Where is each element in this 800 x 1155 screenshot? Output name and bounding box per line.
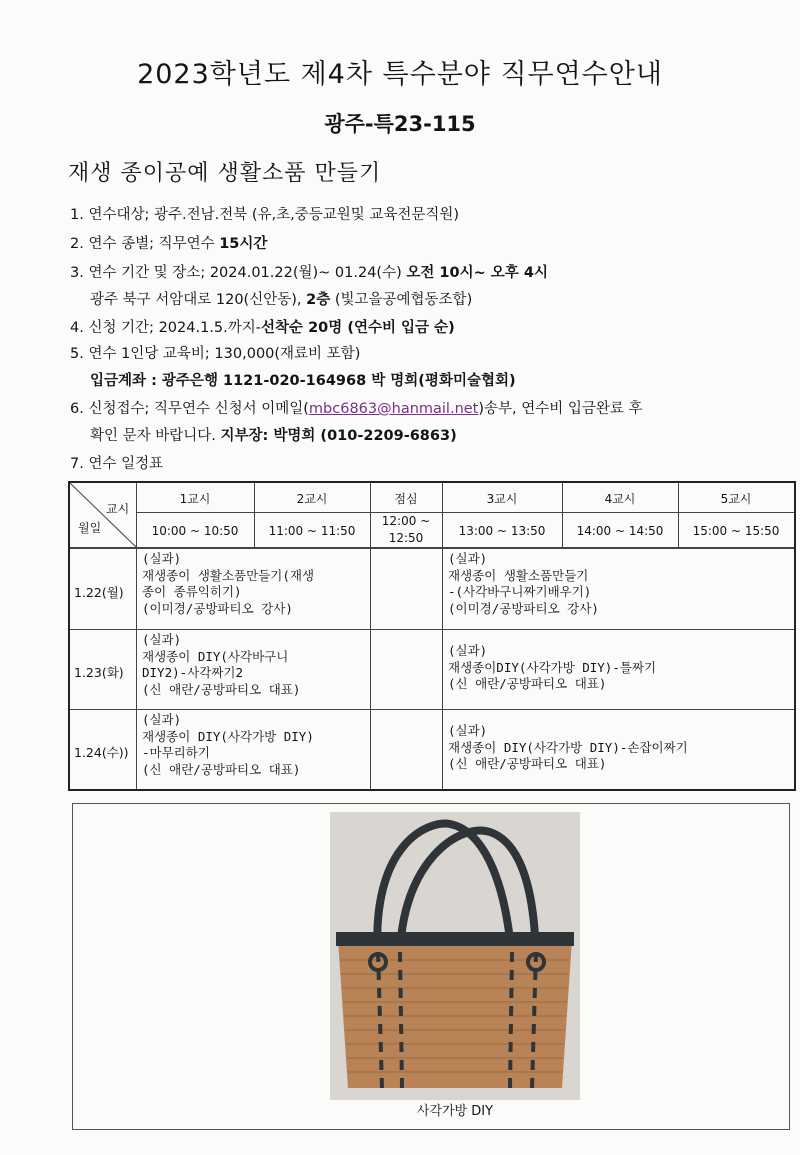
lunch-time-end: 12:50 — [388, 531, 424, 545]
item-apply-period — [70, 316, 455, 337]
item-place-text: 광주 북구 서암대로 120(신안동), — [90, 292, 307, 308]
pm-line: (실과) — [448, 723, 488, 738]
contact-phone: 지부장: 박명희 (010-2209-6863) — [220, 428, 457, 444]
item-fee: 5. 연수 1인당 교육비; 130,000(재료비 포함) — [70, 346, 361, 362]
period-time: 15:00 ~ 15:50 — [692, 524, 780, 538]
period-time: 11:00 ~ 11:50 — [268, 524, 356, 538]
row-am-content — [142, 551, 314, 617]
item-contact-text: 확인 문자 바랍니다. — [90, 428, 221, 444]
item-bank-account — [90, 369, 516, 390]
period-label: 3교시 — [486, 492, 518, 506]
corner-period-label: 교시 — [106, 502, 130, 516]
row-pm-content — [448, 723, 688, 773]
period-time: 14:00 ~ 14:50 — [576, 524, 664, 538]
item-type — [70, 232, 267, 253]
row-pm-content — [448, 643, 656, 693]
row-pm-content — [448, 551, 599, 617]
am-line: 재생종이 생활소품만들기(재생 — [142, 567, 315, 583]
item-place — [90, 288, 472, 309]
item-schedule-heading: 7. 연수 일정표 — [70, 456, 164, 472]
pm-line: (실과) — [448, 643, 488, 658]
am-line: -마무리하기 — [142, 745, 210, 760]
item-place-org: (빛고을공예협동조합) — [330, 292, 473, 308]
am-line: (실과) — [142, 551, 182, 566]
item-apply-limit: 선착순 20명 (연수비 입금 순) — [261, 320, 455, 336]
item-type-text: 2. 연수 종별; 직무연수 — [70, 236, 220, 252]
pm-line: (실과) — [448, 551, 488, 566]
period-time: 13:00 ~ 13:50 — [458, 524, 546, 538]
period-label: 2교시 — [296, 492, 328, 506]
pm-line: 재생종이DIY(사각가방 DIY)-틀짜기 — [448, 659, 657, 675]
item-period-time: 오전 10시~ 오후 4시 — [406, 265, 548, 281]
basket-illustration — [330, 812, 580, 1100]
item-type-hours: 15시간 — [219, 236, 268, 252]
am-line: 재생종이 DIY(사각바구니 — [142, 648, 289, 664]
photo-caption: 사각가방 DIY — [416, 1104, 494, 1119]
pm-line: 재생종이 생활소품만들기 — [448, 567, 589, 583]
course-subtitle: 재생 종이공예 생활소품 만들기 — [68, 161, 382, 186]
item-target: 1. 연수대상; 광주.전남.전북 (유,초,중등교원및 교육전문직원) — [70, 207, 460, 223]
pm-line: (이미경/공방파티오 강사) — [448, 600, 599, 616]
am-line: (신 애란/공방파티오 대표) — [142, 761, 301, 777]
row-am-content — [142, 712, 314, 778]
am-line: 종이 종류익히기) — [142, 584, 242, 599]
row-date: 1.24(수)) — [74, 745, 129, 760]
row-date: 1.23(화) — [74, 665, 124, 680]
item-place-floor: 2층 — [306, 292, 331, 308]
am-line: (신 애란/공방파티오 대표) — [142, 681, 301, 697]
item-application-post: )송부, 연수비 입금완료 후 — [478, 401, 643, 417]
row-am-content — [142, 632, 300, 698]
schedule-table — [68, 481, 796, 791]
pm-line: (신 애란/공방파티오 대표) — [448, 676, 607, 691]
email-link[interactable]: mbc6863@hanmail.net — [308, 401, 479, 417]
am-line: 재생종이 DIY(사각가방 DIY) — [142, 728, 314, 744]
item-application-text: 6. 신청접수; 직무연수 신청서 이메일( — [70, 401, 309, 417]
am-line: (실과) — [142, 632, 182, 647]
period-label: 4교시 — [604, 492, 636, 506]
bank-account-text: 입금계좌 : 광주은행 1121-020-164968 박 명희(평화미술협회) — [90, 373, 516, 389]
am-line: (실과) — [142, 712, 182, 727]
period-label: 점심 — [394, 492, 418, 506]
corner-date-label: 월일 — [78, 521, 102, 535]
item-period — [70, 261, 548, 282]
pm-line: -(사각바구니짜기배우기) — [448, 584, 592, 599]
item-application — [70, 397, 643, 418]
item-apply-text: 4. 신청 기간; 2024.1.5.까지- — [70, 320, 262, 336]
item-contact — [90, 424, 457, 445]
page-title: 2023학년도 제4차 특수분야 직무연수안내 — [137, 59, 663, 90]
am-line: DIY2)-사각짜기2 — [142, 665, 243, 680]
pm-line: (신 애란/공방파티오 대표) — [448, 756, 607, 771]
row-date: 1.22(월) — [74, 585, 124, 600]
basket-photo — [330, 812, 580, 1100]
course-code: 광주-특23-115 — [324, 112, 476, 136]
lunch-time-start: 12:00 ~ — [381, 514, 431, 528]
pm-line: 재생종이 DIY(사각가방 DIY)-손잡이짜기 — [448, 739, 688, 755]
am-line: (이미경/공방파티오 강사) — [142, 600, 293, 616]
period-time: 10:00 ~ 10:50 — [151, 524, 239, 538]
period-label: 1교시 — [179, 492, 211, 506]
item-period-text: 3. 연수 기간 및 장소; 2024.01.22(월)~ 01.24(수) — [70, 265, 407, 281]
period-label: 5교시 — [720, 492, 752, 506]
